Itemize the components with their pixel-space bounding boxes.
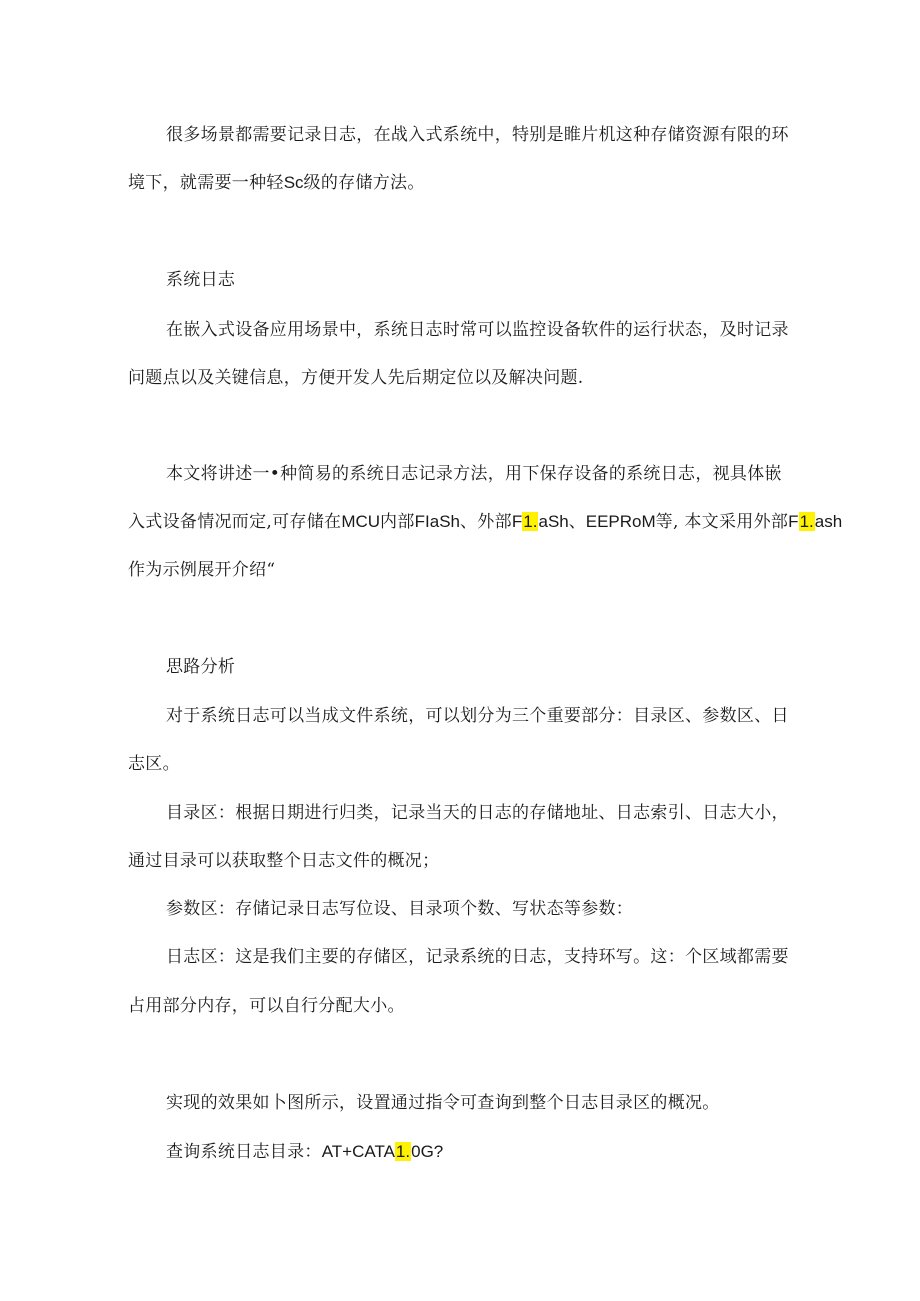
paragraph-effect-line-1: 实现的效果如卜图所示，设置通过指令可查询到整个日志目录区的概况。	[166, 1093, 720, 1113]
paragraph-params-line-1: 参数区：存储记录日志写位设、目录项个数、写状态等参数：	[166, 899, 634, 919]
text-run: 等, 本文采用外部	[655, 512, 789, 532]
text-run: 入式设备情况而定,可存储在	[128, 512, 342, 532]
heading-approach: 思路分析	[166, 657, 236, 677]
paragraph-system-log-line-1: 在嵌入式设备应用场景中，系统日志时常可以监控设备软件的运行状态，及时记录	[166, 320, 789, 340]
paragraph-catalog-line-2: 通过目录可以获取整个日志文件的概况；	[128, 851, 440, 871]
text-run-latin: ash	[814, 512, 843, 531]
text-run: 查询系统日志目录：	[166, 1142, 322, 1162]
paragraph-method-line-1: 本文将讲述一•种简易的系统日志记录方法，用下保存设备的系统日志，视具体嵌	[166, 464, 782, 484]
text-run-latin: MCU	[341, 512, 381, 531]
paragraph-method-line-3: 作为示例展开介绍“	[128, 560, 276, 580]
text-run-latin: F	[788, 512, 799, 531]
paragraph-intro-line-2	[128, 171, 425, 195]
text-run: 级的存储方法。	[303, 173, 425, 193]
command-text: AT+CATA	[321, 1142, 395, 1161]
paragraph-query-command	[166, 1140, 443, 1164]
text-run-latin: FIaSh	[414, 512, 460, 531]
highlighted-text: 1.	[523, 512, 538, 531]
paragraph-partition-line-1: 对于系统日志可以当成文件系统，可以划分为三个重要部分：目录区、参数区、日	[166, 706, 789, 726]
paragraph-method-line-2	[128, 510, 842, 534]
paragraph-system-log-line-2: 问题点以及关键信息，方便开发人先后期定位以及解决问题.	[128, 368, 584, 388]
paragraph-intro-line-1: 很多场景都需要记录日志，在战入式系统中，特别是睢片机这种存储资源有限的环	[166, 125, 789, 145]
highlighted-text: 1.	[395, 1142, 411, 1161]
text-run: 境下，就需要一种轻	[128, 173, 284, 193]
highlighted-text: 1.	[799, 512, 814, 531]
paragraph-partition-line-2: 志区。	[128, 754, 180, 774]
heading-system-log: 系统日志	[166, 270, 236, 290]
paragraph-catalog-line-1: 目录区：根据日期进行归类，记录当天的日志的存储地址、日志索引、日志大小，	[166, 803, 789, 823]
text-run-latin: Sc	[283, 173, 304, 192]
text-run: 、外部	[460, 512, 512, 532]
text-run-latin: F	[511, 512, 523, 531]
paragraph-logarea-line-2: 占用部分内存，可以自行分配大小。	[128, 996, 405, 1016]
command-text: 0G?	[411, 1142, 444, 1161]
paragraph-logarea-line-1: 日志区：这是我们主要的存储区，记录系统的日志，支持环写。这：个区域都需要	[166, 947, 789, 967]
text-run-latin: aSh、EEPRoM	[538, 512, 656, 531]
text-run: 内部	[380, 512, 415, 532]
